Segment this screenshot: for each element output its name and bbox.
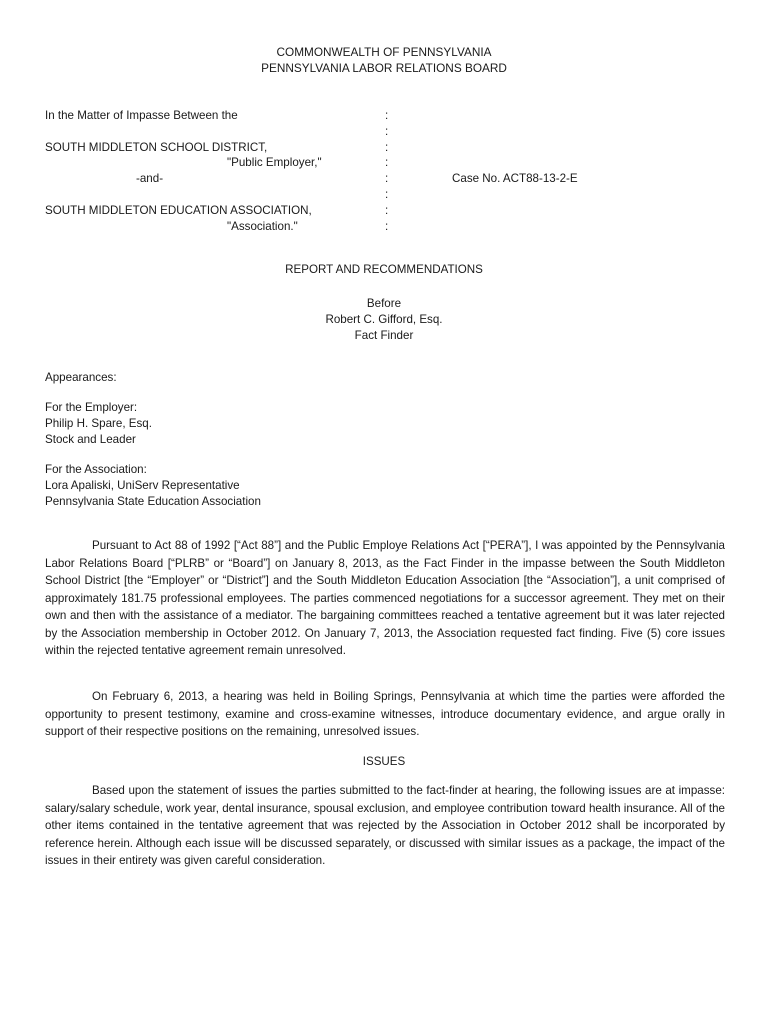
caption-colon: : [385,187,389,201]
caption-colon: : [385,140,389,154]
association-rep-name: Lora Apaliski, UniServ Representative [45,479,240,492]
association-rep-org: Pennsylvania State Education Association [45,495,261,508]
case-number: Case No. ACT88-13-2-E [452,172,578,186]
caption-employer: SOUTH MIDDLETON SCHOOL DISTRICT, [45,140,268,154]
association-rep-label: For the Association: [45,463,147,476]
employer-counsel-label: For the Employer: [45,401,138,414]
caption-matter: In the Matter of Impasse Between the [45,109,238,122]
caption-colon: : [385,219,389,233]
issues-heading: ISSUES [362,755,406,768]
fact-finder-role: Fact Finder [354,329,414,342]
employer-counsel-name: Philip H. Spare, Esq. [45,417,152,430]
header-line-1: COMMONWEALTH OF PENNSYLVANIA [276,45,492,59]
report-title-block [0,262,768,344]
body-paragraph-3: Based upon the statement of issues the parties submitted to the fact-finder at hearing, the following issues are at impasse: salary/salary schedule, work year, dental insurance, spousal exclusion, and employee contribution toward health insurance. All of the other items contained in the tentative agreement that was rejected by the Association in October 2012 shall be incorporated by reference herein. Although each issue will be discussed separately, or discussed with similar issues as a package, the impact of the issues in their entirety was given careful consideration. [45,784,725,867]
body-paragraph-2: On February 6, 2013, a hearing was held in Boiling Springs, Pennsylvania at which time the parties were afforded the opportunity to present testimony, examine and cross-examine witnesses, introduce documentary evidence, and argue orally in support of their respective positions on the remaining, unresolved issues. [45,690,725,738]
caption-colon: : [385,124,389,138]
body-paragraph-1: Pursuant to Act 88 of 1992 [“Act 88”] and the Public Employe Relations Act [“PERA”], I was appointed by the Pennsylvania Labor Relations Board [“PLRB” or “Board”] on January 8, 2013, as the Fact Finder in the impasse between the South Middleton School District [the “Employer” or “District”] and the South Middleton Education Association [the “Association”], a unit comprised of approximately 181.75 professional employees. The parties commenced negotiations for a successor agreement. They met on their own and then with the assistance of a mediator. The bargaining committees reached a tentative agreement but it was later rejected by the Association membership in October 2012. On January 7, 2013, the Association requested fact finding. Five (5) core issues within the rejected tentative agreement remain unresolved. [45,539,725,657]
employer-counsel-firm: Stock and Leader [45,433,136,446]
case-caption [45,108,735,234]
document-header [0,44,768,76]
fact-finder-name: Robert C. Gifford, Esq. [325,313,443,326]
body-paragraph-3-block [45,782,725,870]
caption-and: -and- [136,172,164,186]
caption-colon: : [385,203,389,217]
header-line-2: PENNSYLVANIA LABOR RELATIONS BOARD [261,61,507,75]
report-before: Before [366,297,402,310]
caption-employer-role: "Public Employer," [227,156,322,170]
caption-association: SOUTH MIDDLETON EDUCATION ASSOCIATION, [45,203,312,217]
body-paragraph-1-block [45,537,725,660]
report-title: REPORT AND RECOMMENDATIONS [285,263,483,276]
appearances-section [45,370,261,510]
caption-colon: : [385,156,389,170]
caption-colon: : [385,109,389,122]
caption-association-role: "Association." [227,219,298,233]
body-paragraph-2-block [45,688,725,741]
caption-colon: : [385,172,389,186]
appearances-label: Appearances: [45,371,117,384]
